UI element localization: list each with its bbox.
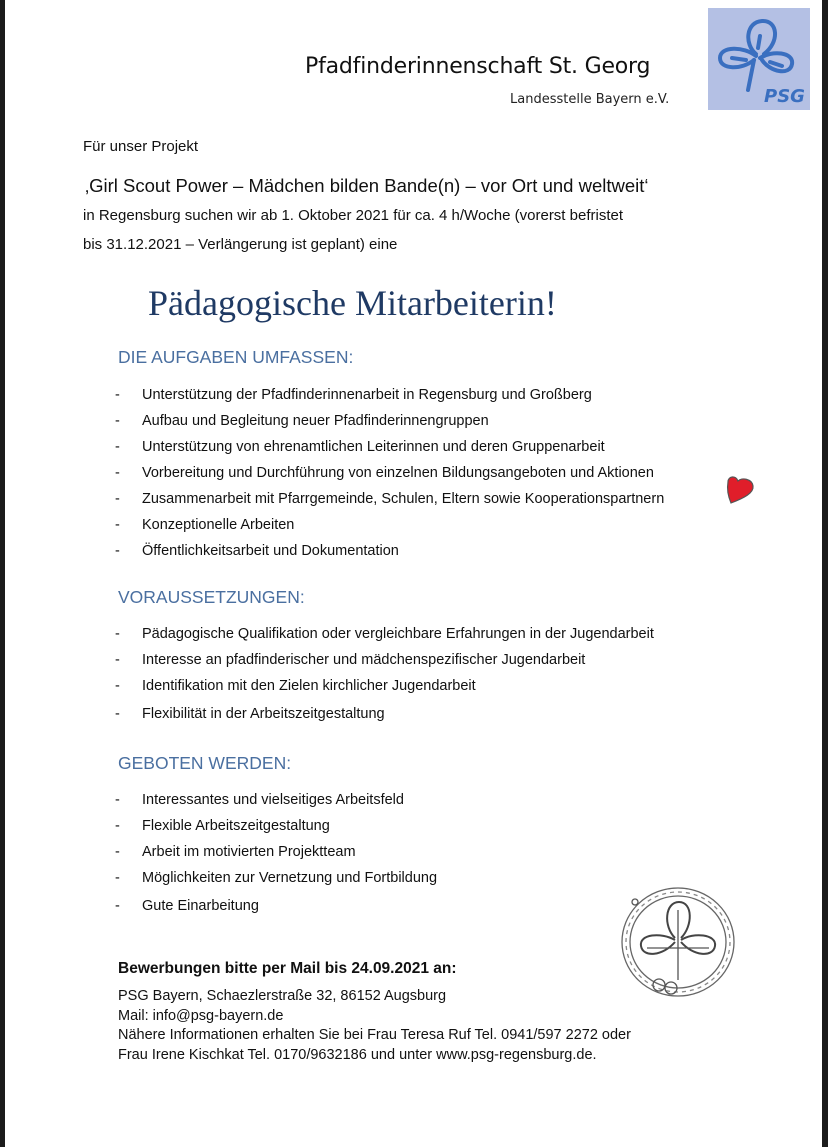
section-heading-tasks: DIE AUFGABEN UMFASSEN: [118,347,354,367]
contact-block [118,987,631,1065]
info-line-1: Nähere Informationen erhalten Sie bei Frau Teresa Ruf Tel. 0941/597 2272 oder [118,1027,631,1043]
bullet-dash: - [115,870,120,886]
org-name: Pfadfinderinnenschaft St. Georg [305,54,651,79]
psg-logo [708,8,810,110]
heart-icon [722,474,758,511]
intro-line-2: in Regensburg suchen wir ab 1. Oktober 2021 für ca. 4 h/Woche (vorerst befristet [83,207,623,224]
application-heading: Bewerbungen bitte per Mail bis 24.09.2021 an: [118,960,457,977]
bullet-dash: - [115,626,120,642]
bullet-dash: - [115,439,120,455]
clover-logo-icon [708,8,810,110]
logo-text: PSG [764,86,805,107]
document-page: Pfadfinderinnenschaft St. Georg Landesstelle Bayern e.V. PSG Für unser Projekt ‚Girl Scout Power – Mädchen bilden Bande(n) – vor Ort und weltweit‘ in Regensburg suchen wir ab 1. Oktober 2021 für ca. 4 h/Woche (vorerst befristet bis 31.12.2021 – Verlängerung ist geplant) eine Pädagogische Mitarbeiterin! DIE AUFGABEN UMFASSEN: - Unterstützung der Pfadfinderinnenarbeit in Regensburg und Großberg - Aufbau und Begleitung neuer Pfadfinderinnengruppen - Unterstützung von ehrenamtlichen Leiterinnen und deren Gruppenarbeit - Vorbereitung und Durchführung von einzelnen Bildungsangeboten und Aktionen - Zusammenarbeit mit Pfarrgemeinde, Schulen, Eltern sowie Kooperationspartnern - Konzeptionelle Arbeiten - Öffentlichkeitsarbeit und Dokumentation VORAUSSETZUNGEN: - Pädagogische Qualifikation oder vergleichbare Erfahrungen in der Jugendarbeit - Interesse an pfadfinderischer und mädchenspezifischer Jugendarbeit - Identifikation mit den Zielen kirchlicher Jugendarbeit - Flexibilität in der Arbeitszeitgestaltung GEBOTEN WERDEN: - Interessantes und vielseitiges Arbeitsfeld - Flexible Arbeitszeitgestaltung - Arbeit im motivierten Projektteam - Möglichkeiten zur Vernetzung und Fortbildung - Gute Einarbeitung Bewerbungen bitte per Mail bis 24.09.2021 an: PSG Bayern, Schaezlerstraße 32, 86152 Augsburg Mail: info@psg-bayern.de Nähere Informationen erhalten Sie bei Frau Teresa Ruf Tel. 0941/597 2272 oder Frau Irene Kischkat Tel. 0170/9632186 und unter www.psg-regensburg.de. [5,0,822,1147]
job-title: Pädagogische Mitarbeiterin! [148,283,557,323]
address: PSG Bayern, Schaezlerstraße 32, 86152 Augsburg [118,988,447,1004]
bullet-dash: - [115,898,120,914]
bullet-dash: - [115,543,120,559]
bullet-dash: - [115,517,120,533]
email-link[interactable]: Mail: info@psg-bayern.de [118,1007,284,1024]
bullet-dash: - [115,465,120,481]
clover-emblem-icon [617,880,742,1010]
org-subtitle: Landesstelle Bayern e.V. [510,92,670,107]
bullet-dash: - [115,413,120,429]
bullet-dash: - [115,706,120,722]
bullet-dash: - [115,491,120,507]
bullet-dash: - [115,792,120,808]
info-line-2: Frau Irene Kischkat Tel. 0170/9632186 und unter www.psg-regensburg.de. [118,1046,597,1063]
section-heading-requirements: VORAUSSETZUNGEN: [118,587,305,607]
bullet-dash: - [115,652,120,668]
bullet-dash: - [115,818,120,834]
intro-line-3: bis 31.12.2021 – Verlängerung ist geplant) eine [83,236,398,253]
intro-line-1: Für unser Projekt [83,138,199,155]
section-heading-offers: GEBOTEN WERDEN: [118,753,292,773]
bullet-dash: - [115,387,120,403]
bullet-dash: - [115,678,120,694]
project-name: ‚Girl Scout Power – Mädchen bilden Bande(n) – vor Ort und weltweit‘ [85,175,649,196]
bullet-dash: - [115,844,120,860]
